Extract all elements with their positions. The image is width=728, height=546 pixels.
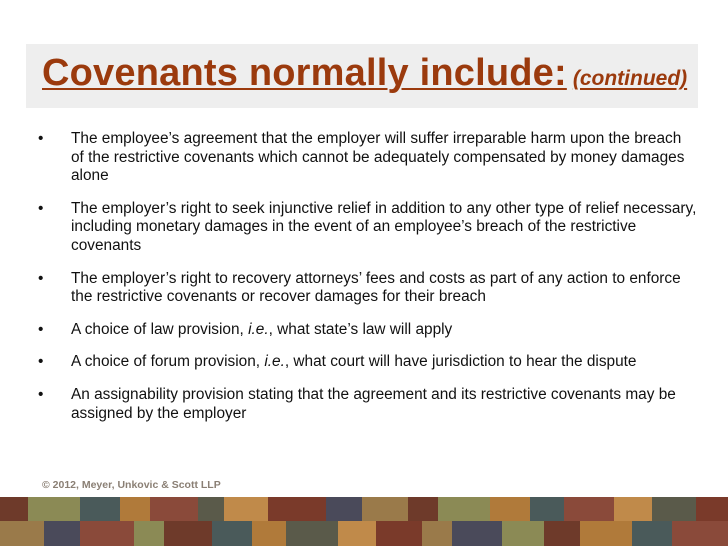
band-block — [696, 497, 728, 521]
band-block — [544, 521, 580, 546]
bullet-text: The employer’s right to recovery attorneys’ fees and costs as part of any action to enforce the restrictive covenants or recover damages for their breach — [71, 269, 681, 306]
bullet-text-start: A choice of law provision, — [71, 320, 249, 338]
band-block — [614, 497, 652, 521]
bullet-item — [38, 321, 698, 340]
bullet-item — [38, 386, 698, 423]
band-block — [438, 497, 490, 521]
band-block — [632, 521, 672, 546]
bullet-item — [38, 130, 698, 186]
band-block — [120, 497, 150, 521]
bullet-marker: • — [38, 130, 44, 147]
band-block — [422, 521, 452, 546]
band-block — [134, 521, 164, 546]
title-suffix: (continued) — [572, 67, 688, 90]
band-block — [362, 497, 408, 521]
bullet-item — [38, 353, 698, 372]
band-block — [564, 497, 614, 521]
bullet-item — [38, 200, 698, 256]
bullet-text: An assignability provision stating that the agreement and its restrictive covenants may be assigned by the employer — [71, 385, 676, 422]
band-block — [652, 497, 696, 521]
band-block — [164, 521, 212, 546]
band-block — [268, 497, 326, 521]
band-block — [338, 521, 376, 546]
band-block — [408, 497, 438, 521]
band-block — [376, 521, 422, 546]
band-block — [326, 497, 362, 521]
bullet-text: The employer’s right to seek injunctive relief in addition to any other type of relief necessary, including monetary damages in the event of an employee’s breach of the restrictive covenants — [71, 199, 697, 254]
bullet-marker: • — [38, 385, 44, 403]
bullet-item — [38, 270, 698, 307]
slide-title — [42, 52, 702, 95]
band-block — [212, 521, 252, 546]
bullet-text-italic: i.e. — [248, 320, 269, 338]
band-block — [224, 497, 268, 521]
bullet-marker: • — [38, 353, 44, 371]
band-block — [286, 521, 338, 546]
band-block — [252, 521, 286, 546]
bullet-marker: • — [38, 269, 44, 287]
band-block — [452, 521, 502, 546]
band-block — [502, 521, 544, 546]
band-block — [0, 521, 44, 546]
band-block — [28, 497, 80, 521]
band-block — [44, 521, 80, 546]
band-block — [490, 497, 530, 521]
band-block — [150, 497, 198, 521]
decorative-color-band — [0, 497, 728, 546]
band-block — [580, 521, 632, 546]
band-block — [0, 497, 28, 521]
bullet-text-italic: i.e. — [264, 353, 285, 371]
bullet-marker: • — [38, 320, 44, 338]
band-block — [672, 521, 728, 546]
band-block — [80, 497, 120, 521]
band-block — [198, 497, 224, 521]
bullet-text-end: , what court will have jurisdiction to hear the dispute — [284, 353, 637, 371]
band-block — [530, 497, 564, 521]
copyright-footer: © 2012, Meyer, Unkovic & Scott LLP — [42, 479, 221, 491]
band-block — [80, 521, 134, 546]
title-main: Covenants normally include: — [42, 52, 567, 94]
bullet-text-end: , what state’s law will apply — [268, 320, 453, 338]
bullet-text-start: A choice of forum provision, — [71, 353, 265, 371]
bullet-text: The employee’s agreement that the employer will suffer irreparable harm upon the breach of the restrictive covenants which cannot be adequately compensated by money damages alone — [71, 130, 685, 185]
bullet-list — [38, 130, 698, 437]
bullet-marker: • — [38, 199, 44, 217]
